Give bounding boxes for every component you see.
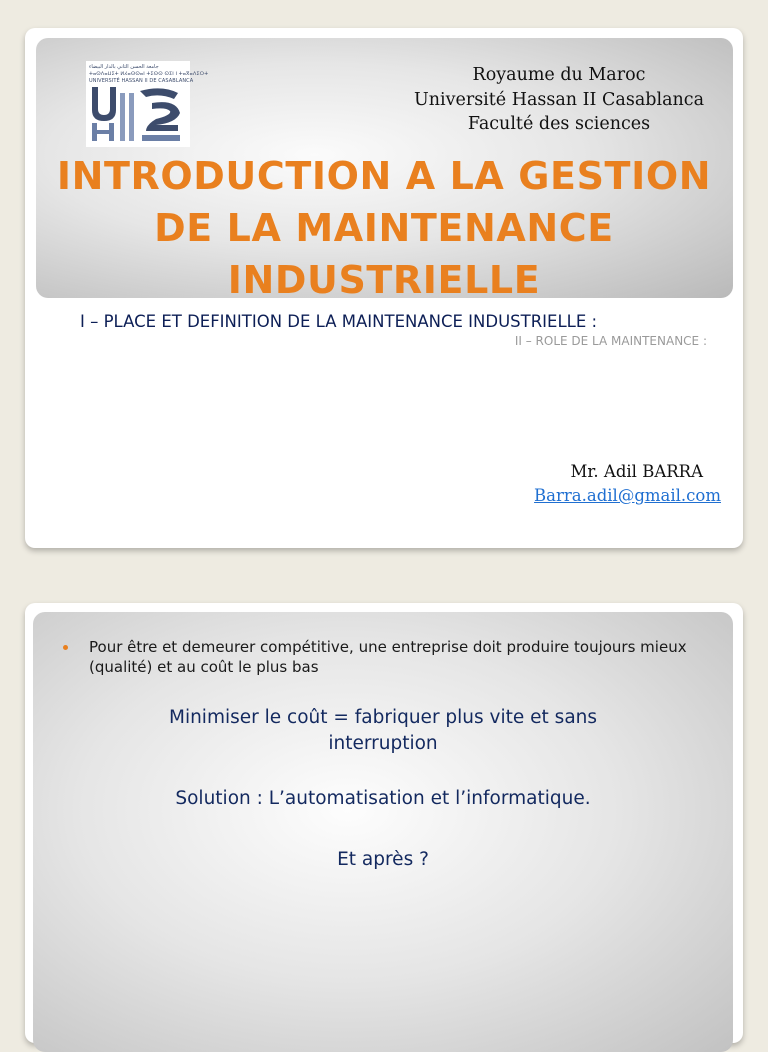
university-line: Université Hassan II Casablanca (413, 89, 705, 110)
slide-title (0, 150, 768, 306)
cost-statement (33, 705, 733, 757)
solution-statement: Solution : L’automatisation et l’informatique. (175, 788, 591, 809)
content-slide (25, 603, 743, 1043)
bullet-text: Pour être et demeurer compétitive, une entreprise doit produire toujours mieux (qualité) et au coût le plus bas (89, 638, 687, 676)
bullet-dot-icon (63, 645, 68, 650)
section-heading-2: II – ROLE DE LA MAINTENANCE : (514, 334, 707, 348)
institution-block (389, 63, 729, 137)
title-line: INTRODUCTION A LA GESTION (56, 154, 712, 198)
cost-statement-line: interruption (328, 733, 438, 754)
content-panel (33, 612, 733, 1052)
logo-text-latin: UNIVERSITÉ HASSAN II DE CASABLANCA (89, 78, 194, 84)
title-slide (25, 28, 743, 548)
country-line: Royaume du Maroc (472, 65, 646, 85)
title-line: DE LA MAINTENANCE (154, 206, 614, 250)
logo-text-arabic: جامعة الحسن الثاني بالدار البيضاء (89, 64, 159, 70)
title-line: INDUSTRIELLE (227, 258, 541, 302)
cost-statement-line: Minimiser le coût = fabriquer plus vite et sans (168, 707, 598, 728)
section-heading-1: I – PLACE ET DEFINITION DE LA MAINTENANCE INDUSTRIELLE : (80, 312, 598, 331)
author-name: Mr. Adil BARRA (570, 462, 703, 481)
question-statement: Et après ? (337, 849, 429, 870)
university-logo (86, 61, 209, 147)
faculty-line: Faculté des sciences (467, 114, 651, 134)
logo-text-tifinagh: ⵜⴰⵙⴷⴰⵡⵉⵜ ⵍⵃⴰⵙⵙⴰⵏ ⵜⵉⵙⵙ ⵙⵉⵏ ⵏ ⵜⴰⴳⴰⴷⵉⵔⵜ (89, 71, 209, 77)
uh2c-emblem-icon (90, 85, 186, 143)
author-email-link[interactable]: Barra.adil@gmail.com (534, 486, 721, 505)
